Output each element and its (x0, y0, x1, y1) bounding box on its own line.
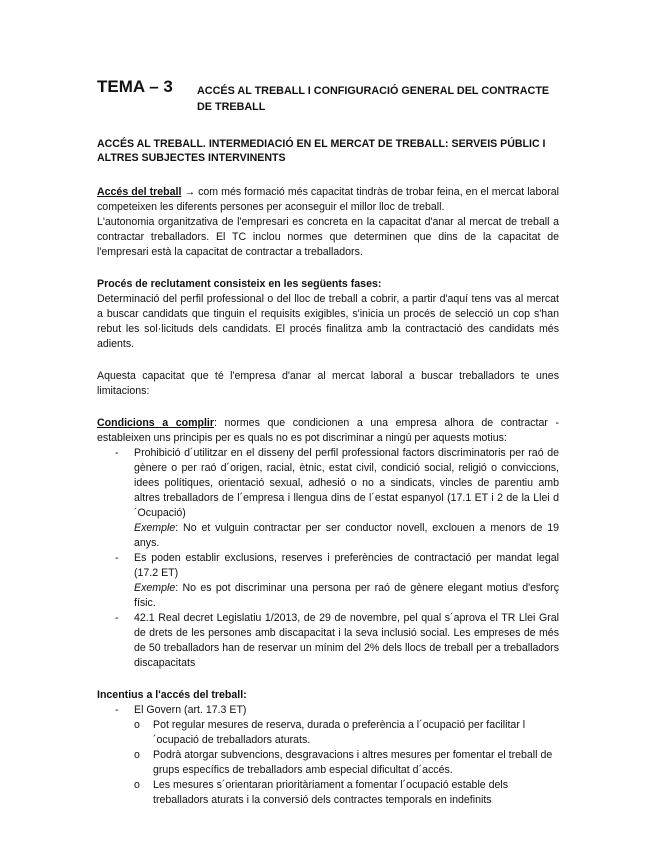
tema-number: TEMA – 3 (97, 77, 173, 96)
exemple-label: Exemple (134, 522, 176, 534)
circle-bullet: o (134, 779, 140, 791)
mesura-text: Podrà atorgar subvencions, desgravacions i altres mesures per fomentar el treball de grups específics de treballadors amb especial dificultat d´accés. (153, 749, 553, 776)
govern-sublist (97, 718, 559, 808)
dash-bullet: - (115, 552, 119, 564)
condicio-text: Prohibició d´utilitzar en el disseny del perfil professional factors discriminatoris per raó de gènere o per raó d´origen, racial, ètnic, estat civil, condició social, religió o conviccions, idees polítiques, orientació sexual, adhesió o no a sindicats, vincles de parentiu amb altres treballadors de l´empresa i llengua dins de l´estat espanyol (17.1 ET i 2 de la Llei d´Ocupació) (134, 447, 559, 519)
tema-heading: ACCÉS AL TREBALL I CONFIGURACIÓ GENERAL DEL CONTRACTE DE TREBALL (197, 85, 550, 113)
proces-label: Procés de reclutament consisteix en les següents fases: (97, 278, 382, 290)
exemple-label: Exemple (134, 582, 176, 594)
incentius-list (97, 703, 559, 718)
exemple-text: : No et vulguin contractar per ser conductor novell, exclouen a menors de 19 anys. (134, 522, 559, 549)
govern-text: El Govern (art. 17.3 ET) (134, 704, 247, 716)
mesura-text: Pot regular mesures de reserva, durada o preferència a l´ocupació per facilitar l´ocupació de treballadors aturats. (153, 719, 526, 746)
condicions-list (97, 446, 559, 671)
proces-paragraph: Determinació del perfil professional o del lloc de treball a cobrir, a partir d'aquí tens vas al mercat a buscar candidats que tinguin el requisits exigibles, s'inicia un procés de selecció un cop s'han rebut les sol·licituds dels candidats. El procés finalitza amb la contractació des candidats més adients. (97, 293, 559, 350)
section-heading: ACCÉS AL TREBALL. INTERMEDIACIÓ EN EL MERCAT DE TREBALL: SERVEIS PÚBLIC I ALTRES SUBJECTES INTERVINENTS (97, 138, 546, 164)
list-item (97, 703, 559, 718)
dash-bullet: - (115, 612, 119, 624)
list-item (97, 611, 559, 671)
dash-bullet: - (115, 447, 119, 459)
autonomia-paragraph: L'autonomia organitzativa de l'empresari es concreta en la capacitat d'anar al mercat de treball a contractar treballadors. El TC inclou normes que determinen que dins de la capacitat de l'empresari està la capacitat de contractar a treballadors. (97, 216, 559, 258)
dash-bullet: - (115, 704, 119, 716)
document-page (97, 77, 559, 808)
acces-label: Accés del treball (97, 186, 182, 198)
condicions-paragraph (97, 416, 559, 446)
title-row (97, 77, 559, 115)
capacitat-paragraph: Aquesta capacitat que té l'empresa d'anar al mercat laboral a buscar treballadors te unes limitacions: (97, 370, 559, 397)
condicions-label: Condicions a complir (97, 417, 215, 429)
condicio-text: Es poden establir exclusions, reserves i preferències de contractació per mandat legal (17.2 ET) (134, 552, 559, 579)
incentius-label: Incentius a l'accés del treball: (97, 689, 247, 701)
list-item (97, 778, 559, 808)
condicio-text: 42.1 Real decret Legislatiu 1/2013, de 29 de novembre, pel qual s´aprova el TR Llei Gral de drets de les persones amb discapacitat i la seva inclusió social. Les empreses de més de 50 treballadors han de reservar un mínim del 2% dels llocs de treball per a treballadors discapacitats (134, 612, 559, 669)
acces-paragraph (97, 185, 559, 215)
circle-bullet: o (134, 749, 140, 761)
condicions-text: : normes que condicionen a una empresa alhora de contractar - estableixen uns principis per es quals no es pot discriminar a ningú per aquests motius: (97, 417, 559, 444)
mesura-text: Les mesures s´orientaran prioritàriament a fomentar l´ocupació estable dels treballadors aturats i la conversió dels contractes temporals en indefinits (153, 779, 509, 806)
list-item (97, 718, 559, 748)
list-item (97, 551, 559, 611)
exemple-text: : No es pot discriminar una persona per raó de gènere elegant motius d'esforç físic. (134, 582, 559, 609)
acces-text: → com més formació més capacitat tindràs de trobar feina, en el mercat laboral competeixen les diferents persones per aconseguir el millor lloc de treball. (97, 186, 559, 213)
list-item (97, 748, 559, 778)
list-item (97, 446, 559, 551)
circle-bullet: o (134, 719, 140, 731)
